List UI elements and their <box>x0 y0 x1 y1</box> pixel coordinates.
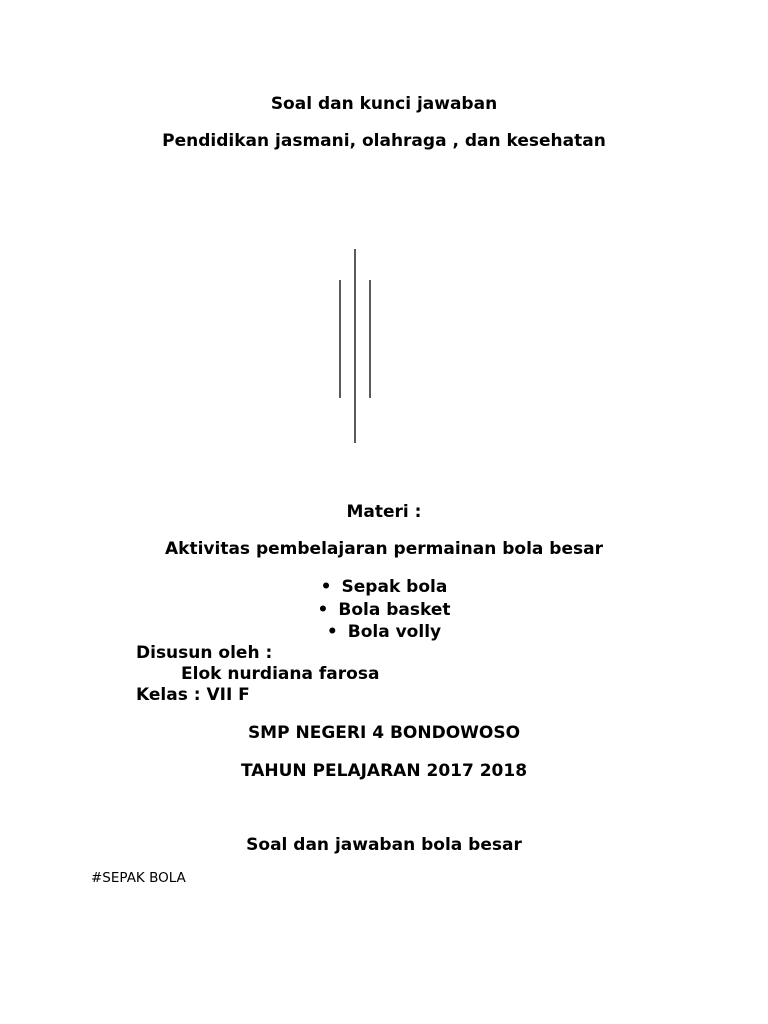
school-year: TAHUN PELAJARAN 2017 2018 <box>240 761 528 781</box>
list-item <box>0 621 768 644</box>
quiz-heading: Soal dan jawaban bola besar <box>246 835 522 855</box>
list-item <box>0 599 768 622</box>
class-info: Kelas : VII F <box>136 685 250 705</box>
bullet-icon: • <box>317 599 329 620</box>
bullet-icon: • <box>320 577 332 597</box>
list-item-label: Bola basket <box>338 599 451 620</box>
disusun-label: Disusun oleh : <box>136 643 273 663</box>
sport-list <box>0 576 768 644</box>
author-name: Elok nurdiana farosa <box>181 664 380 684</box>
bullet-icon: • <box>326 622 338 642</box>
materi-topic: Aktivitas pembelajaran permainan bola besar <box>165 539 603 559</box>
materi-label: Materi : <box>346 502 422 522</box>
subject-title: Pendidikan jasmani, olahraga , dan kesehatan <box>162 131 606 151</box>
list-item <box>0 576 768 599</box>
section-tag: #SEPAK BOLA <box>91 870 186 886</box>
list-item-label: Sepak bola <box>341 577 448 597</box>
list-item-label: Bola volly <box>347 622 442 642</box>
school-name: SMP NEGERI 4 BONDOWOSO <box>247 723 521 743</box>
document-title: Soal dan kunci jawaban <box>270 94 498 114</box>
